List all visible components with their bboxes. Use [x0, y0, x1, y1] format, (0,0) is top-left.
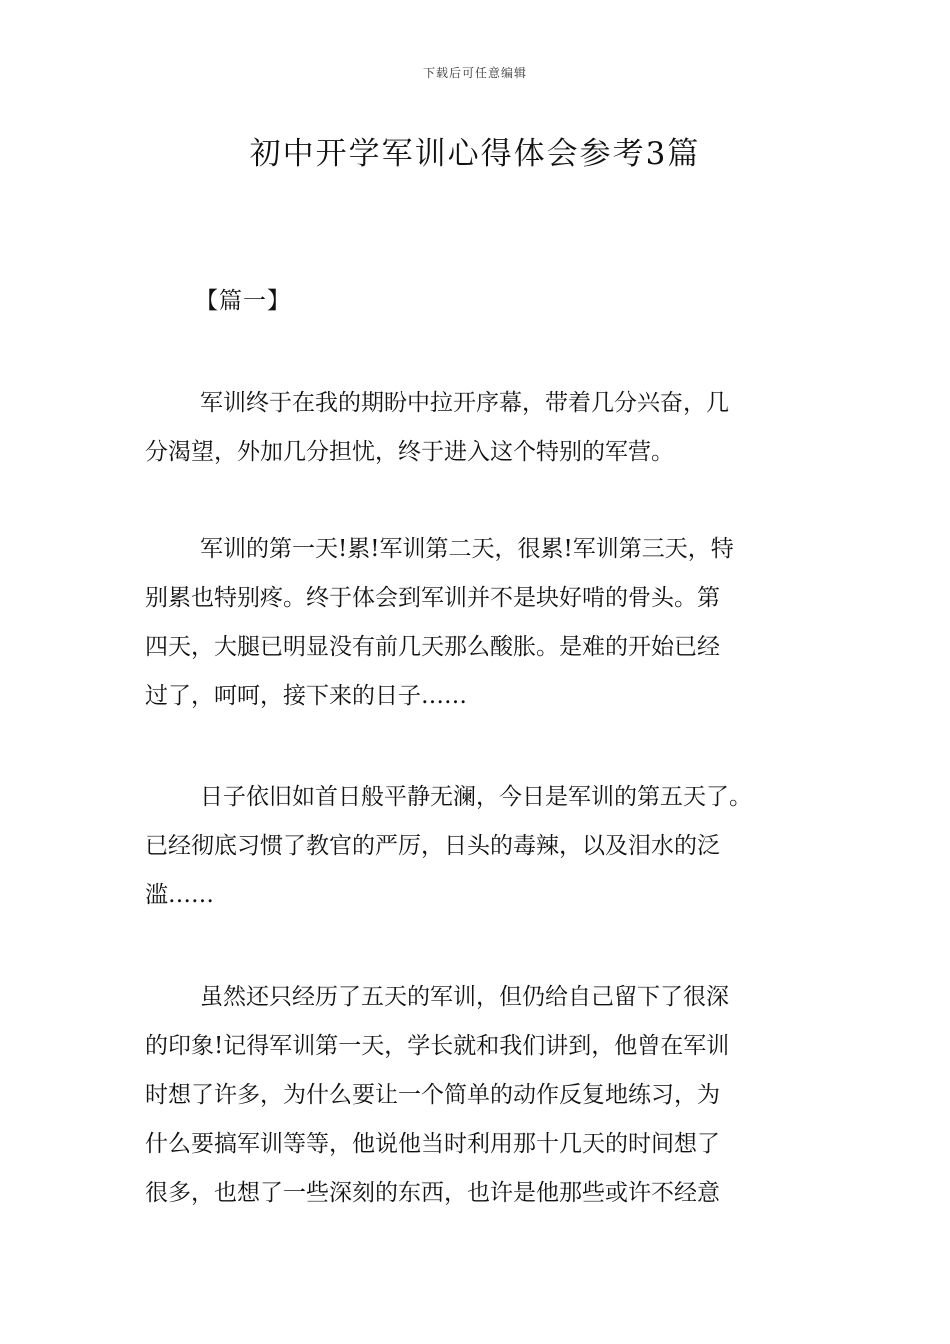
paragraph-line: 已经彻底习惯了教官的严厉，日头的毒辣，以及泪水的泛 [145, 833, 720, 859]
paragraph-line: 四天，大腿已明显没有前几天那么酸胀。是难的开始已经 [145, 634, 720, 660]
paragraph-4 [145, 973, 810, 1218]
paragraph-1 [145, 379, 810, 477]
paragraph-line: 的印象!记得军训第一天，学长就和我们讲到，他曾在军训 [145, 1033, 730, 1059]
paragraph-line: 军训终于在我的期盼中拉开序幕，带着几分兴奋，几 [200, 390, 729, 416]
paragraph-2 [145, 525, 810, 721]
paragraph-line: 什么要搞军训等等，他说他当时利用那十几天的时间想了 [145, 1131, 720, 1157]
paragraph-line: 很多，也想了一些深刻的东西，也许是他那些或许不经意 [145, 1180, 720, 1206]
paragraph-3 [145, 773, 810, 920]
paragraph-line: 时想了许多，为什么要让一个简单的动作反复地练习，为 [145, 1082, 720, 1108]
paragraph-line: 别累也特别疼。终于体会到军训并不是块好啃的骨头。第 [145, 585, 720, 611]
paragraph-line: 滥…… [145, 882, 214, 908]
paragraph-line: 军训的第一天!累!军训第二天，很累!军训第三天，特 [200, 536, 734, 562]
section-label: 【篇一】 [195, 288, 291, 314]
paragraph-line: 虽然还只经历了五天的军训，但仍给自己留下了很深 [200, 984, 729, 1010]
document-title: 初中开学军训心得体会参考3篇 [249, 136, 701, 172]
paragraph-line: 过了，呵呵，接下来的日子…… [145, 683, 467, 709]
header-note: 下载后可任意编辑 [422, 66, 527, 80]
paragraph-line: 分渴望，外加几分担忧，终于进入这个特别的军营。 [145, 439, 674, 465]
paragraph-line: 日子依旧如首日般平静无澜，今日是军训的第五天了。 [200, 784, 752, 810]
